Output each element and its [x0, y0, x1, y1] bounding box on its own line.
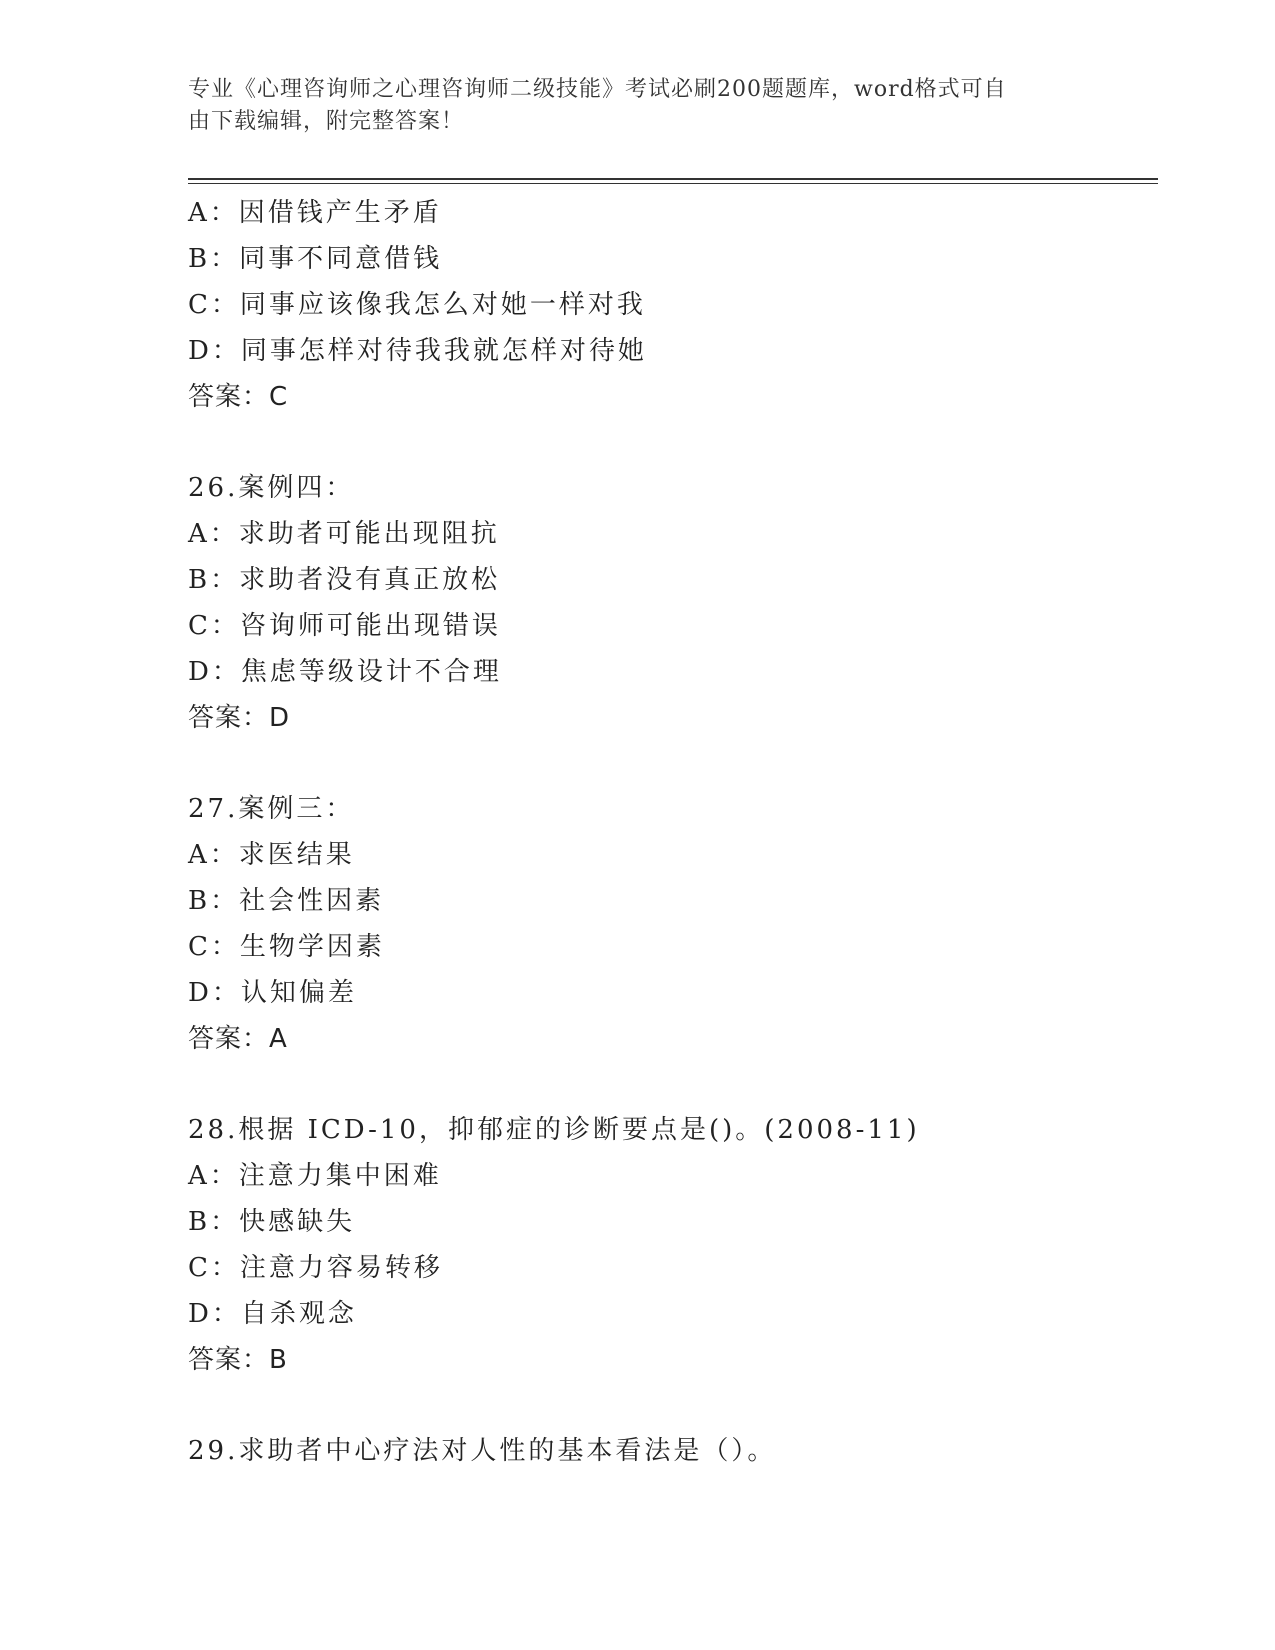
header-rule-thick: [188, 178, 1158, 180]
question-block: [188, 465, 1148, 741]
question-stem: 26.案例四：: [188, 473, 355, 503]
question-block: [188, 786, 1148, 1062]
answer-line: 答案：A: [188, 1024, 288, 1054]
option-a: A：求助者可能出现阻抗: [188, 519, 500, 549]
question-stem: 27.案例三：: [188, 794, 355, 824]
option-c: C：同事应该像我怎么对她一样对我: [188, 290, 646, 320]
question-stem: 29.求助者中心疗法对人性的基本看法是（）。: [188, 1436, 777, 1466]
answer-line: 答案：C: [188, 382, 289, 412]
question-block: [188, 1428, 1148, 1474]
answer-line: 答案：D: [188, 703, 291, 733]
option-a: A：求医结果: [188, 840, 355, 870]
option-b: B：快感缺失: [188, 1207, 356, 1237]
document-header: [188, 74, 1068, 138]
option-c: C：咨询师可能出现错误: [188, 611, 501, 641]
option-b: B：同事不同意借钱: [188, 244, 443, 274]
option-c: C：注意力容易转移: [188, 1253, 443, 1283]
option-d: D：认知偏差: [188, 978, 357, 1008]
option-b: B：社会性因素: [188, 886, 385, 916]
question-block: [188, 1107, 1148, 1383]
header-line-2: 由下载编辑，附完整答案！: [188, 109, 465, 134]
header-line-1: 专业《心理咨询师之心理咨询师二级技能》考试必刷200题题库，word格式可自: [188, 77, 1007, 102]
option-b: B：求助者没有真正放松: [188, 565, 501, 595]
option-c: C：生物学因素: [188, 932, 385, 962]
option-d: D：同事怎样对待我我就怎样对待她: [188, 336, 647, 366]
answer-line: 答案：B: [188, 1345, 288, 1375]
option-a: A：因借钱产生矛盾: [188, 198, 442, 228]
option-d: D：焦虑等级设计不合理: [188, 657, 502, 687]
header-rule-thin: [188, 183, 1158, 184]
option-d: D：自杀观念: [188, 1299, 357, 1329]
option-a: A：注意力集中困难: [188, 1161, 442, 1191]
question-block: [188, 190, 1148, 420]
question-stem: 28.根据 ICD-10，抑郁症的诊断要点是()。(2008-11): [188, 1115, 920, 1145]
question-list: [188, 190, 1148, 1474]
